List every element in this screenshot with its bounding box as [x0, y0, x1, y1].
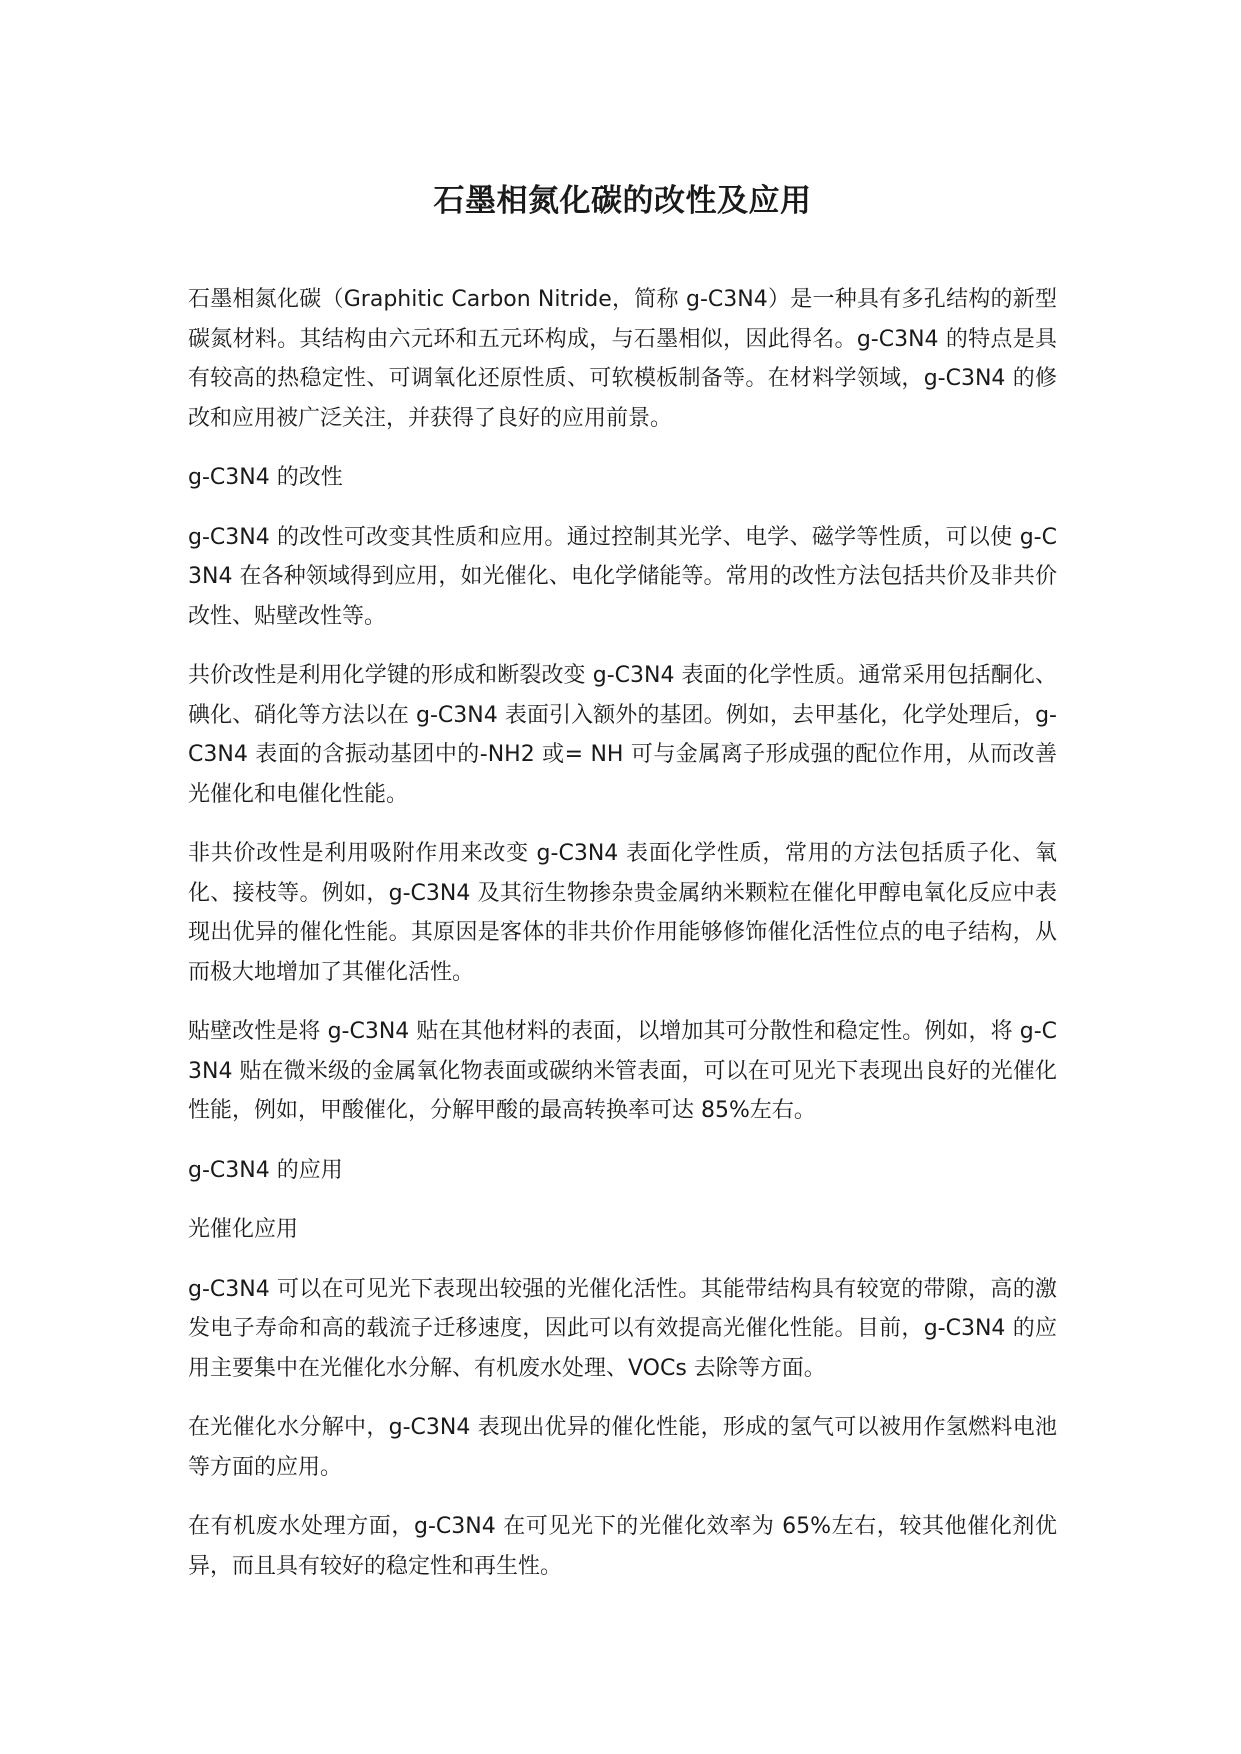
- paragraph-photocatalysis-overview: g-C3N4 可以在可见光下表现出较强的光催化活性。其能带结构具有较宽的带隙，高的激发电子寿命和高的载流子迁移速度，因此可以有效提高光催化性能。目前，g-C3N4 的应用主要集中在光催化水分解、有机废水处理、VOCs 去除等方面。: [188, 1276, 1057, 1381]
- paragraph-introduction: 石墨相氮化碳（Graphitic Carbon Nitride，简称 g-C3N4）是一种具有多孔结构的新型碳氮材料。其结构由六元环和五元环构成，与石墨相似，因此得名。g-C3N4 的特点是具有较高的热稳定性、可调氧化还原性质、可软模板制备等。在材料学领域，g-C3N4 的修改和应用被广泛关注，并获得了良好的应用前景。: [188, 287, 1057, 431]
- paragraph-wastewater-treatment: 在有机废水处理方面，g-C3N4 在可见光下的光催化效率为 65%左右，较其他催化剂优异，而且具有较好的稳定性和再生性。: [188, 1514, 1057, 1579]
- section-heading-modification: g-C3N4 的改性: [188, 465, 343, 490]
- subsection-heading-photocatalysis: 光催化应用: [188, 1217, 299, 1242]
- paragraph-noncovalent-modification: 非共价改性是利用吸附作用来改变 g-C3N4 表面化学性质，常用的方法包括质子化、氧化、接枝等。例如，g-C3N4 及其衍生物掺杂贵金属纳米颗粒在催化甲醇电氧化反应中表现出优异的催化性能。其原因是客体的非共价作用能够修饰催化活性位点的电子结构，从而极大地增加了其催化活性。: [188, 841, 1057, 985]
- paragraph-attachment-modification: 贴壁改性是将 g-C3N4 贴在其他材料的表面，以增加其可分散性和稳定性。例如，将 g-C3N4 贴在微米级的金属氧化物表面或碳纳米管表面，可以在可见光下表现出良好的光催化性能，例如，甲酸催化，分解甲酸的最高转换率可达 85%左右。: [188, 1019, 1057, 1123]
- paragraph-modification-overview: g-C3N4 的改性可改变其性质和应用。通过控制其光学、电学、磁学等性质，可以使 g-C3N4 在各种领域得到应用，如光催化、电化学储能等。常用的改性方法包括共价及非共价改性、贴壁改性等。: [188, 524, 1057, 629]
- paragraph-water-splitting: 在光催化水分解中，g-C3N4 表现出优异的催化性能，形成的氢气可以被用作氢燃料电池等方面的应用。: [188, 1415, 1057, 1480]
- document-title: 石墨相氮化碳的改性及应用: [433, 183, 812, 219]
- paragraph-covalent-modification: 共价改性是利用化学键的形成和断裂改变 g-C3N4 表面的化学性质。通常采用包括酮化、碘化、硝化等方法以在 g-C3N4 表面引入额外的基团。例如，去甲基化，化学处理后，g-C3N4 表面的含振动基团中的-NH2 或= NH 可与金属离子形成强的配位作用，从而改善光催化和电催化性能。: [188, 663, 1057, 807]
- section-heading-applications: g-C3N4 的应用: [188, 1157, 343, 1183]
